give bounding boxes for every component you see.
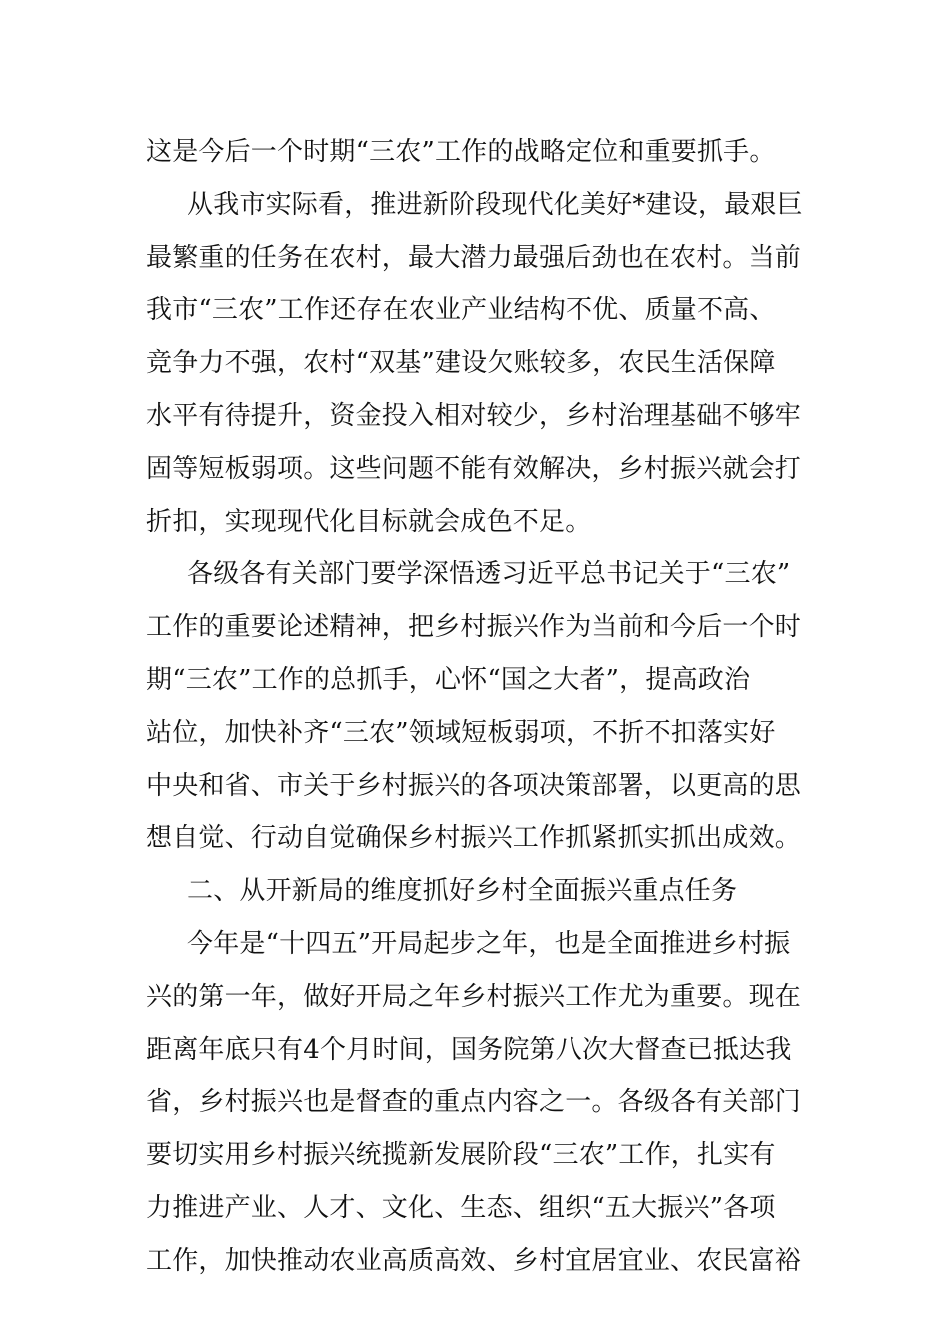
text-line: 工作的重要论述精神，把乡村振兴作为当前和今后一个时 — [146, 612, 802, 643]
text-line: 力推进产业、人才、文化、生态、组织“五大振兴”各项 — [146, 1192, 776, 1223]
text-line: 要切实用乡村振兴统揽新发展阶段“三农”工作，扎实有 — [146, 1140, 776, 1171]
text-line: 兴的第一年，做好开局之年乡村振兴工作尤为重要。现在 — [146, 981, 802, 1012]
text-line: 站位，加快补齐“三农”领域短板弱项，不折不扣落实好 — [146, 717, 776, 748]
text-line: 固等短板弱项。这些问题不能有效解决，乡村振兴就会打 — [146, 453, 802, 484]
paragraph-start-line: 今年是“十四五”开局起步之年，也是全面推进乡村振 — [187, 928, 791, 959]
paragraph-start-line: 从我市实际看，推进新阶段现代化美好*建设，最艰巨 — [187, 189, 803, 220]
text-line: 工作，加快推动农业高质高效、乡村宜居宜业、农民富裕 — [146, 1245, 802, 1276]
document-body — [146, 126, 810, 1288]
text-line: 竞争力不强，农村“双基”建设欠账较多，农民生活保障 — [146, 348, 776, 379]
text-line: 水平有待提升，资金投入相对较少，乡村治理基础不够牢 — [146, 400, 802, 431]
text-line: 中央和省、市关于乡村振兴的各项决策部署，以更高的思 — [146, 770, 802, 801]
text-line: 期“三农”工作的总抓手，心怀“国之大者”，提高政治 — [146, 664, 751, 695]
text-line: 最繁重的任务在农村，最大潜力最强后劲也在农村。当前 — [146, 242, 802, 273]
text-line: 距离年底只有4个月时间，国务院第八次大督查已抵达我 — [146, 1034, 792, 1065]
text-line: 想自觉、行动自觉确保乡村振兴工作抓紧抓实抓出成效。 — [146, 823, 802, 854]
paragraph-start-line: 各级各有关部门要学深悟透习近平总书记关于“三农” — [187, 559, 791, 590]
text-line: 省，乡村振兴也是督查的重点内容之一。各级各有关部门 — [146, 1087, 802, 1118]
text-line: 折扣，实现现代化目标就会成色不足。 — [146, 506, 592, 537]
text-line: 这是今后一个时期“三农”工作的战略定位和重要抓手。 — [146, 137, 776, 167]
text-line: 我市“三农”工作还存在农业产业结构不优、质量不高、 — [146, 295, 776, 326]
section-heading: 二、从开新局的维度抓好乡村全面振兴重点任务 — [187, 876, 738, 907]
